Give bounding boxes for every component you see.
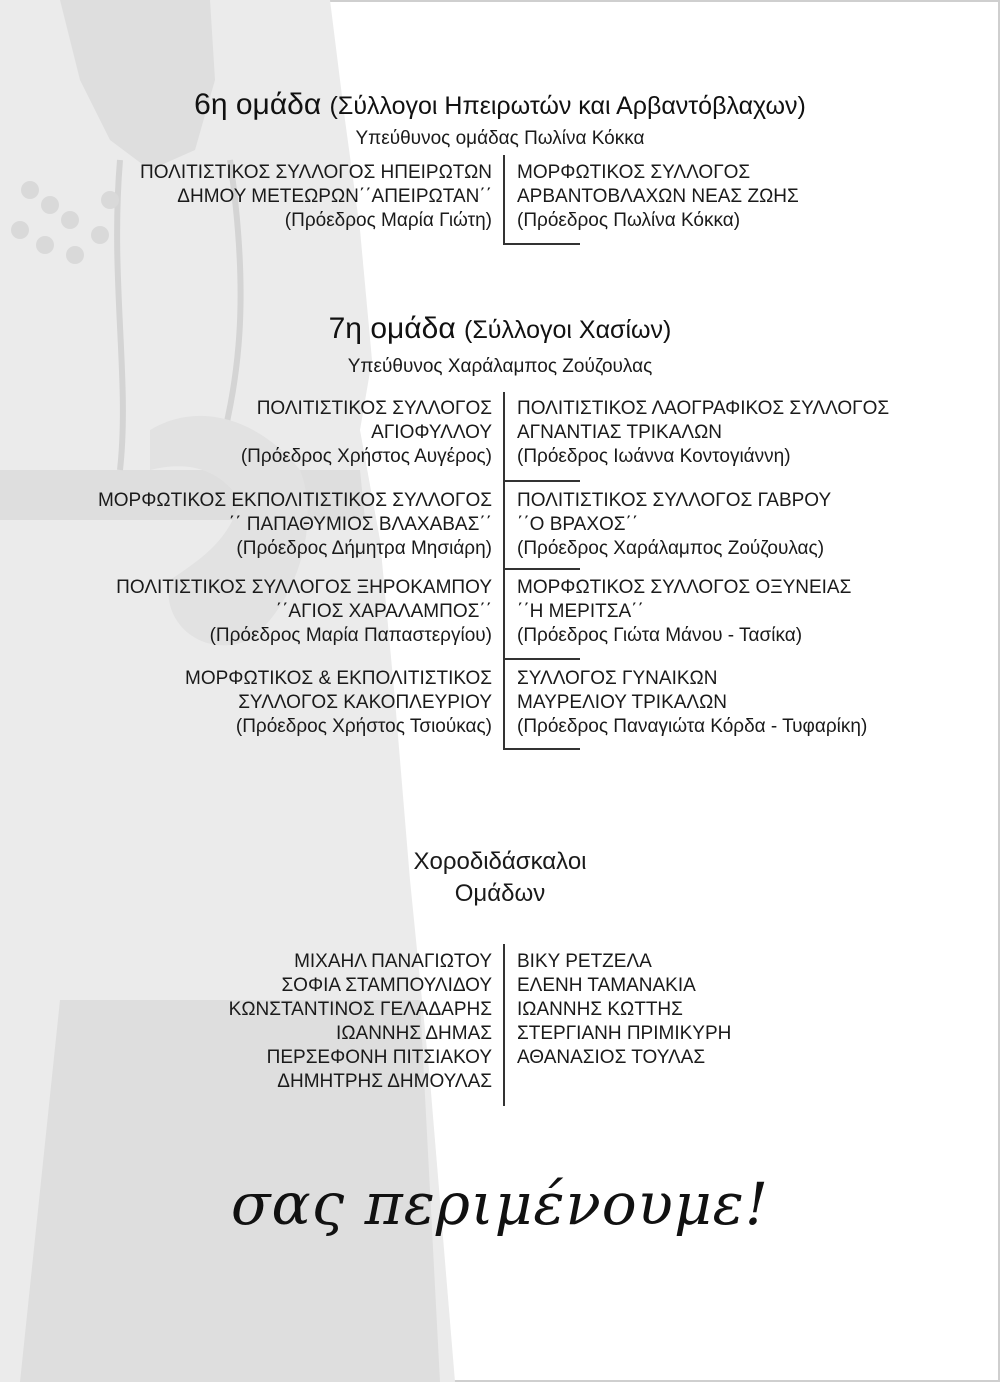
teacher-name: ΙΩΑΝΝΗΣ ΔΗΜΑΣ [336,1023,492,1044]
group7-coordinator: Υπεύθυνος Χαράλαμπος Ζούζουλας [347,356,653,377]
divider-vertical [503,944,505,1106]
teacher-name: ΣΟΦΙΑ ΣΤΑΜΠΟΥΛΙΔΟΥ [281,975,492,996]
club-president: (Πρόεδρος Παναγιώτα Κόρδα - Τυφαρίκη) [517,716,868,737]
club-left [241,397,492,469]
teacher-name: ΣΤΕΡΓΙΑΝΗ ΠΡΙΜΙΚΥΡΗ [517,1023,732,1044]
club-name: ΄΄Η ΜΕΡΙΤΣΑ΄΄ [517,601,644,622]
divider-vertical [503,482,505,570]
club-right [517,397,889,469]
teacher-name: ΜΙΧΑΗΛ ΠΑΝΑΓΙΩΤΟΥ [294,951,492,972]
club-right [517,667,867,739]
teachers-title-line1: Χοροδιδάσκαλοι [413,848,587,875]
club-name: ΣΥΛΛΟΓΟΣ ΚΑΚΟΠΛΕΥΡΙΟΥ [238,692,492,713]
club-name: ΣΥΛΛΟΓΟΣ ΓΥΝΑΙΚΩΝ [517,668,718,689]
group7-row-1 [0,397,1000,487]
club-president: (Πρόεδρος Ιωάννα Κοντογιάννη) [517,446,791,467]
club-name: ΠΟΛΙΤΙΣΤΙΚΟΣ ΛΑΟΓΡΑΦΙΚΟΣ ΣΥΛΛΟΓΟΣ [517,398,890,419]
club-name: ΄΄ΑΓΙΟΣ ΧΑΡΑΛΑΜΠΟΣ΄΄ [275,601,492,622]
club-right [517,489,831,561]
group7-subtitle: (Σύλλογοι Χασίων) [464,316,672,344]
group6-title: 6η ομάδα [194,88,322,121]
divider-vertical [503,392,505,482]
divider-horizontal [504,658,580,660]
club-left [98,489,492,561]
group7-row-2 [0,489,1000,579]
divider-horizontal [504,480,580,482]
divider-vertical [503,570,505,660]
club-president: (Πρόεδρος Δήμητρα Μησιάρη) [236,538,492,559]
club-president: (Πρόεδρος Χαράλαμπος Ζούζουλας) [517,538,825,559]
club-president: (Πρόεδρος Γιώτα Μάνου - Τασίκα) [517,625,803,646]
teacher-name: ΑΘΑΝΑΣΙΟΣ ΤΟΥΛΑΣ [517,1047,706,1068]
divider-horizontal [504,568,580,570]
club-name: ΜΟΡΦΩΤΙΚΟΣ & ΕΚΠΟΛΙΤΙΣΤΙΚΟΣ [185,668,492,689]
club-president: (Πρόεδρος Χρήστος Τσιούκας) [235,716,492,737]
club-right [517,576,851,648]
club-name: ΜΟΡΦΩΤΙΚΟΣ ΕΚΠΟΛΙΤΙΣΤΙΚΟΣ ΣΥΛΛΟΓΟΣ [97,490,492,511]
group6-subtitle: (Σύλλογοι Ηπειρωτών και Αρβαντόβλαχων) [329,92,806,120]
divider-vertical [503,155,505,245]
club-name: ΑΓΝΑΝΤΙΑΣ ΤΡΙΚΑΛΩΝ [517,422,723,443]
teacher-name: ΕΛΕΝΗ ΤΑΜΑΝΑΚΙΑ [517,975,696,996]
club-left [116,576,492,648]
club-name: ΄΄ ΠΑΠΑΘΥΜΙΟΣ ΒΛΑΧΑΒΑΣ΄΄ [228,514,492,535]
teachers-right-list [517,950,731,1070]
club-name: ΄΄Ο ΒΡΑΧΟΣ΄΄ [517,514,639,535]
group6-row [0,161,1000,251]
club-name: ΑΓΙΟΦΥΛΛΟΥ [371,422,492,443]
club-president: (Πρόεδρος Μαρία Γιώτη) [284,210,492,231]
group6-row-left [140,161,492,233]
divider-vertical [503,660,505,750]
group7-row-4 [0,667,1000,757]
club-name: ΠΟΛΙΤΙΣΤΙΚΟΣ ΣΥΛΛΟΓΟΣ [256,398,492,419]
teacher-name: ΠΕΡΣΕΦΟΝΗ ΠΙΤΣΙΑΚΟΥ [266,1047,492,1068]
club-name: ΜΑΥΡΕΛΙΟΥ ΤΡΙΚΑΛΩΝ [517,692,728,713]
club-president: (Πρόεδρος Μαρία Παπαστεργίου) [209,625,492,646]
club-name: ΜΟΡΦΩΤΙΚΟΣ ΣΥΛΛΟΓΟΣ [517,162,751,183]
group7-row-3 [0,576,1000,666]
divider-horizontal [504,243,580,245]
club-name: ΜΟΡΦΩΤΙΚΟΣ ΣΥΛΛΟΓΟΣ ΟΞΥΝΕΙΑΣ [517,577,852,598]
club-name: ΑΡΒΑΝΤΟΒΛΑΧΩΝ ΝΕΑΣ ΖΩΗΣ [517,186,799,207]
teachers-title [0,846,1000,910]
club-name: ΠΟΛΙΤΙΣΤΙΚΟΣ ΣΥΛΛΟΓΟΣ ΞΗΡΟΚΑΜΠΟΥ [116,577,492,598]
group6-coordinator: Υπεύθυνος ομάδας Πωλίνα Κόκκα [355,128,645,149]
group6-heading [0,88,1000,122]
club-name: ΠΟΛΙΤΙΣΤΙΚΟΣ ΣΥΛΛΟΓΟΣ ΓΑΒΡΟΥ [517,490,832,511]
club-name: ΔΗΜΟΥ ΜΕΤΕΩΡΩΝ΄΄ΑΠΕΙΡΩΤΑΝ΄΄ [177,186,492,207]
club-president: (Πρόεδρος Πωλίνα Κόκκα) [517,210,741,231]
group7-heading [0,312,1000,346]
club-president: (Πρόεδρος Χρήστος Αυγέρος) [240,446,492,467]
teacher-name: ΚΩΝΣΤΑΝΤΙΝΟΣ ΓΕΛΑΔΑΡΗΣ [228,999,492,1020]
teachers-title-line2: Ομάδων [454,880,546,907]
teachers-left-list [229,950,492,1094]
group6-row-right [517,161,799,233]
divider-horizontal [504,748,580,750]
club-name: ΠΟΛΙΤΙΣΤΙΚΟΣ ΣΥΛΛΟΓΟΣ ΗΠΕΙΡΩΤΩΝ [139,162,492,183]
group7-title: 7η ομάδα [328,312,456,345]
teacher-name: ΔΗΜΗΤΡΗΣ ΔΗΜΟΥΛΑΣ [277,1071,492,1092]
teacher-name: ΒΙΚΥ ΡΕΤΖΕΛΑ [517,951,652,972]
club-left [185,667,492,739]
teacher-name: ΙΩΑΝΝΗΣ ΚΩΤΤΗΣ [517,999,683,1020]
closing-message: σας περιμένουμε! [230,1170,770,1238]
